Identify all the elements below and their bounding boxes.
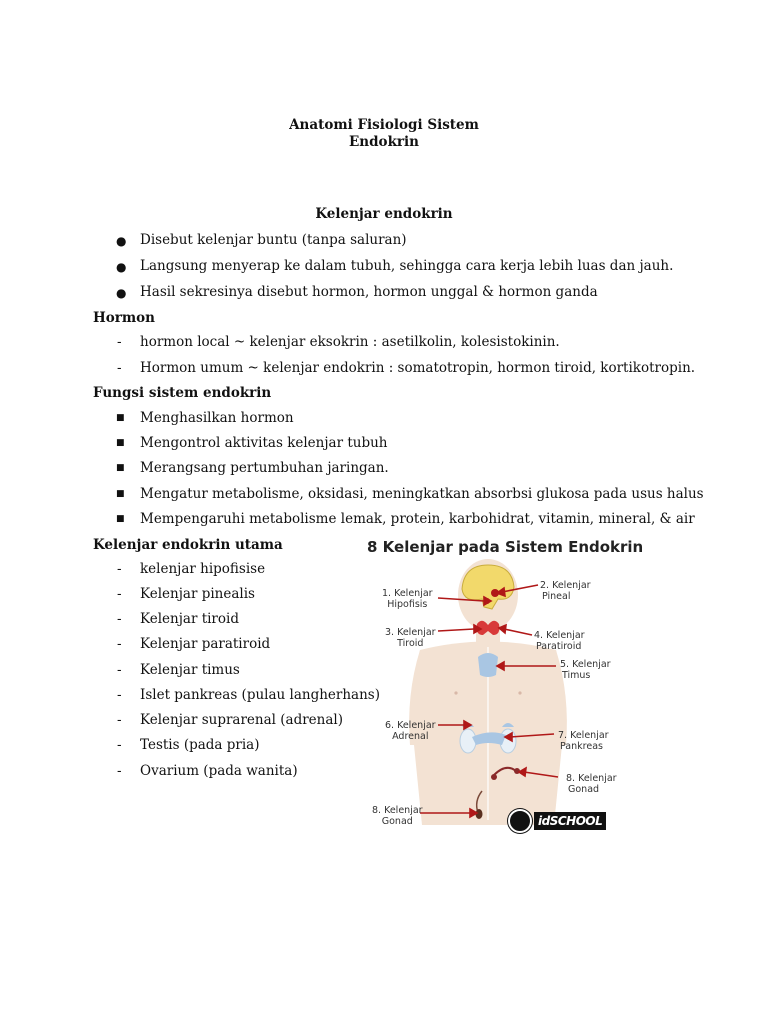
kidney-left-shape <box>460 729 476 753</box>
list-item: Kelenjar suprarenal (adrenal) <box>140 712 343 728</box>
dash-icon: - <box>117 763 122 779</box>
dash-icon: - <box>117 687 122 703</box>
list-item: hormon local ~ kelenjar eksokrin : asetilkolin, kolesistokinin. <box>140 334 560 350</box>
square-bullet-icon: ■ <box>116 463 125 473</box>
list-item: Kelenjar tiroid <box>140 611 239 627</box>
list-item: Merangsang pertumbuhan jaringan. <box>140 460 389 476</box>
idschool-logo-text: idSCHOOL <box>534 812 606 830</box>
dash-icon: - <box>117 586 122 602</box>
document-title-line1: Anatomi Fisiologi Sistem <box>289 117 479 133</box>
label-pineal: 2. Kelenjar Pineal <box>540 580 591 602</box>
list-item: Hormon umum ~ kelenjar endokrin : somatotropin, hormon tiroid, kortikotropin. <box>140 360 696 376</box>
label-gonad-female: 8. Kelenjar Gonad <box>566 773 617 795</box>
label-timus: 5. Kelenjar Timus <box>560 659 611 681</box>
bullet-icon: ● <box>116 234 127 248</box>
label-paratiroid: 4. Kelenjar Paratiroid <box>534 630 585 652</box>
dash-icon: - <box>117 737 122 753</box>
label-gonad-male: 8. Kelenjar Gonad <box>372 805 423 827</box>
dash-icon: - <box>117 561 122 577</box>
section-heading-hormon: Hormon <box>93 310 155 326</box>
section-heading-kelenjar-endokrin: Kelenjar endokrin <box>315 206 453 222</box>
square-bullet-icon: ■ <box>116 514 125 524</box>
dash-icon: - <box>117 360 122 376</box>
thymus-shape <box>478 653 498 677</box>
section-heading-kelenjar-utama: Kelenjar endokrin utama <box>93 537 283 553</box>
square-bullet-icon: ■ <box>116 413 125 423</box>
bullet-icon: ● <box>116 260 127 274</box>
label-hipofisis: 1. Kelenjar Hipofisis <box>382 588 433 610</box>
list-item: Islet pankreas (pulau langherhans) <box>140 687 380 703</box>
dash-icon: - <box>117 636 122 652</box>
dash-icon: - <box>117 334 122 350</box>
list-item: Disebut kelenjar buntu (tanpa saluran) <box>140 232 407 248</box>
list-item: kelenjar hipofisise <box>140 561 266 577</box>
list-item: Hasil sekresinya disebut hormon, hormon unggal & hormon ganda <box>140 284 598 300</box>
label-pankreas: 7. Kelenjar Pankreas <box>558 730 609 752</box>
list-item: Mengontrol aktivitas kelenjar tubuh <box>140 435 388 451</box>
idschool-logo <box>508 810 606 832</box>
dash-icon: - <box>117 611 122 627</box>
list-item: Kelenjar pinealis <box>140 586 255 602</box>
list-item: Langsung menyerap ke dalam tubuh, sehingga cara kerja lebih luas dan jauh. <box>140 258 674 274</box>
list-item: Testis (pada pria) <box>140 737 260 753</box>
label-tiroid: 3. Kelenjar Tiroid <box>385 627 436 649</box>
section-heading-fungsi: Fungsi sistem endokrin <box>93 385 272 401</box>
idschool-logo-mark-icon <box>508 809 532 833</box>
square-bullet-icon: ■ <box>116 489 125 499</box>
list-item: Mempengaruhi metabolisme lemak, protein, karbohidrat, vitamin, mineral, & air <box>140 511 695 527</box>
square-bullet-icon: ■ <box>116 438 125 448</box>
label-adrenal: 6. Kelenjar Adrenal <box>385 720 436 742</box>
figure-title: 8 Kelenjar pada Sistem Endokrin <box>367 538 644 556</box>
list-item: Kelenjar paratiroid <box>140 636 271 652</box>
list-item: Mengatur metabolisme, oksidasi, meningkatkan absorbsi glukosa pada usus halus <box>140 486 704 502</box>
list-item: Kelenjar timus <box>140 662 240 678</box>
dash-icon: - <box>117 662 122 678</box>
document-title-line2: Endokrin <box>349 134 419 150</box>
list-item: Menghasilkan hormon <box>140 410 294 426</box>
list-item: Ovarium (pada wanita) <box>140 763 298 779</box>
bullet-icon: ● <box>116 286 127 300</box>
dash-icon: - <box>117 712 122 728</box>
